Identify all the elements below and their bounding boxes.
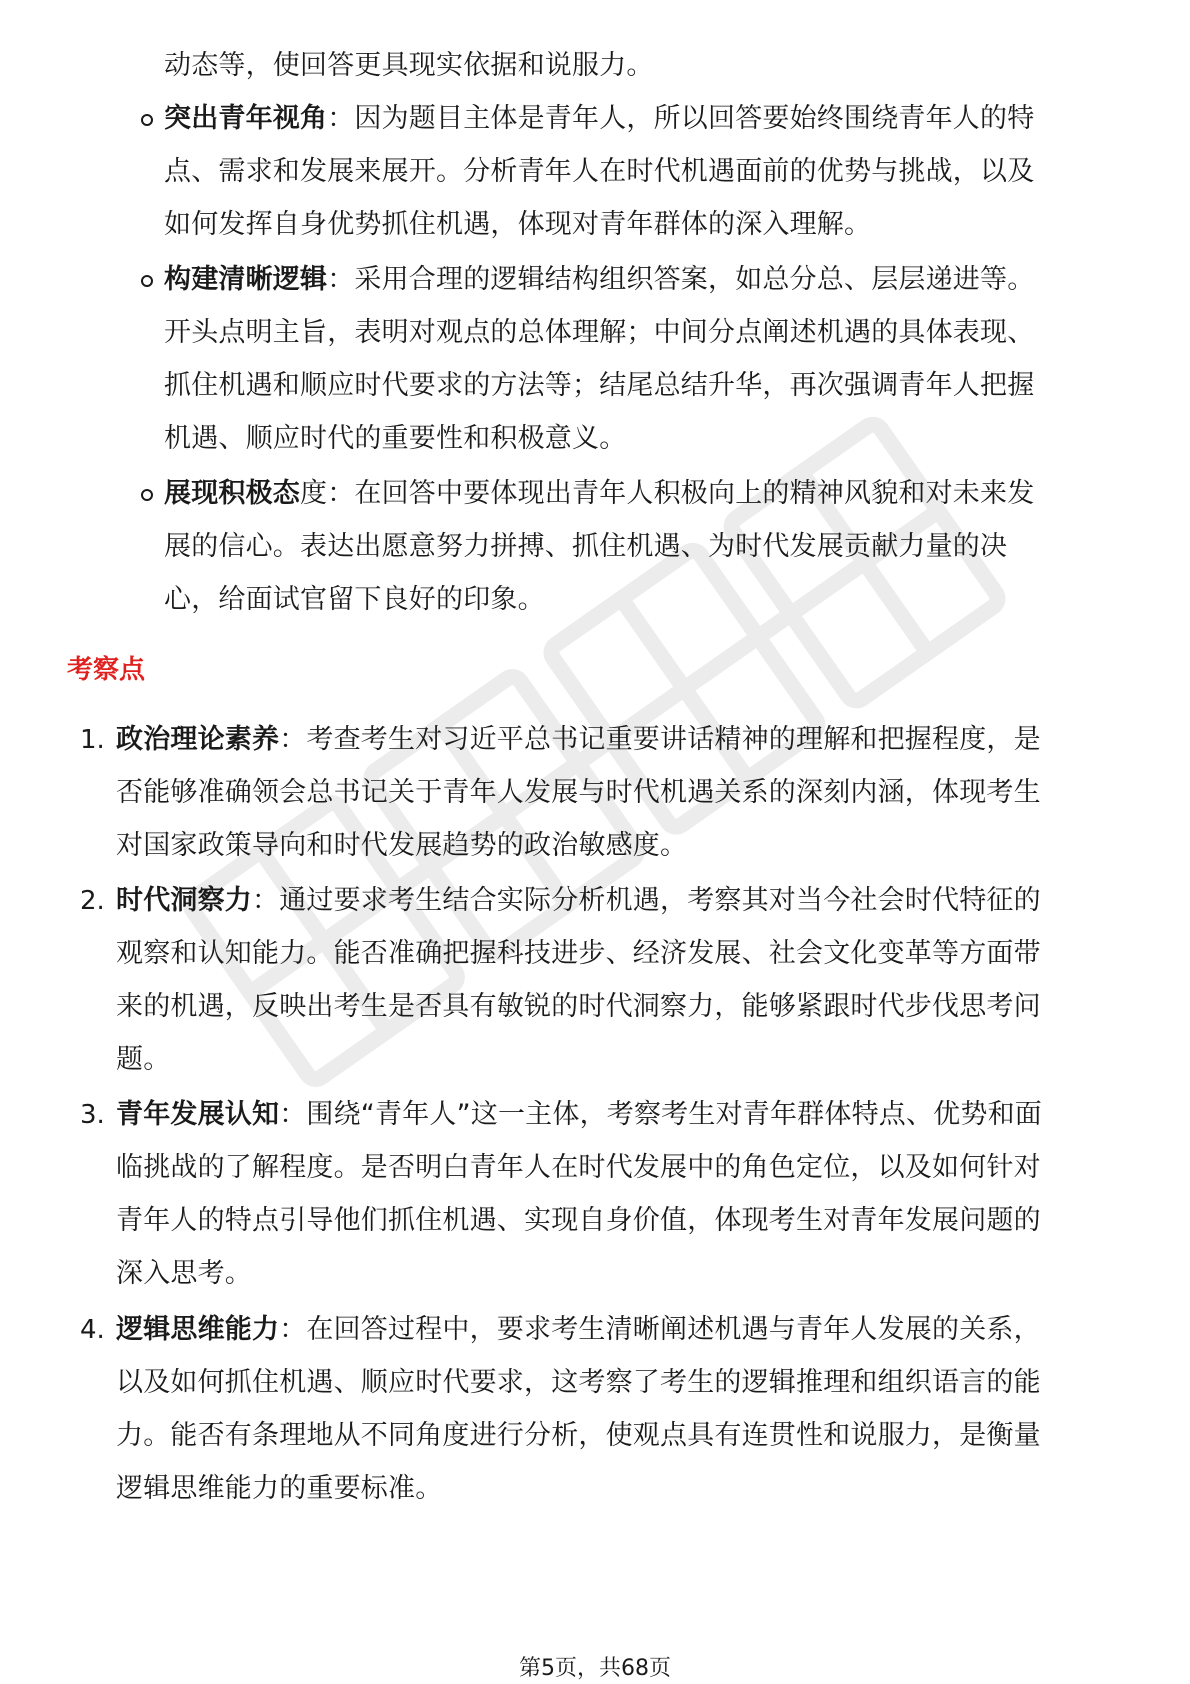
item-3-line-4: 深入思考。 [116,1258,252,1289]
item-1-term: 政治理论素养 [116,724,280,755]
bullet-3-term-tail: 度 [300,478,328,509]
item-1-line-1 [116,720,1041,760]
item-2-line-1 [116,881,1041,921]
item-3-text-1: 围绕“青年人”这一主体，考察考生对青年群体特点、优势和面 [306,1099,1042,1130]
bullet-3-line-2: 展的信心。表达出愿意努力拼搏、抓住机遇、为时代发展贡献力量的决 [164,531,1008,562]
item-number: 1. [80,725,105,755]
item-2-text-1: 通过要求考生结合实际分析机遇，考察其对当今社会时代特征的 [279,885,1041,916]
item-4-text-1: 在回答过程中，要求考生清晰阐述机遇与青年人发展的关系， [306,1314,1041,1345]
item-4-line-1 [116,1310,1041,1350]
item-4-line-2: 以及如何抓住机遇、顺应时代要求，这考察了考生的逻辑推理和组织语言的能 [116,1367,1041,1398]
bullet-marker [141,489,153,501]
item-3-line-2: 临挑战的了解程度。是否明白青年人在时代发展中的角色定位，以及如何针对 [116,1152,1041,1183]
bullet-1-line-3: 如何发挥自身优势抓住机遇，体现对青年群体的深入理解。 [164,209,872,240]
bullet-3-sep: ： [327,478,355,509]
bullet-3-line-1 [164,474,1034,514]
item-4-term: 逻辑思维能力 [116,1314,280,1345]
bullet-marker [141,275,153,287]
item-3-sep: ： [279,1099,307,1130]
item-3-line-3: 青年人的特点引导他们抓住机遇、实现自身价值，体现考生对青年发展问题的 [116,1205,1041,1236]
item-2-line-2: 观察和认知能力。能否准确把握科技进步、经济发展、社会文化变革等方面带 [116,938,1041,969]
bullet-3-line-3: 心，给面试官留下良好的印象。 [164,584,545,615]
bullet-3-term: 展现积极态 [164,478,300,509]
item-4-line-4: 逻辑思维能力的重要标准。 [116,1473,443,1504]
item-2-term: 时代洞察力 [116,885,252,916]
bullet-2-sep: ： [327,264,355,295]
item-1-text-1: 考查考生对习近平总书记重要讲话精神的理解和把握程度，是 [306,724,1041,755]
item-3-term: 青年发展认知 [116,1099,280,1130]
item-2-line-3: 来的机遇，反映出考生是否具有敏锐的时代洞察力，能够紧跟时代步伐思考问 [116,991,1041,1022]
bullet-1-term: 突出青年视角 [164,103,328,134]
bullet-2-line-4: 机遇、顺应时代的重要性和积极意义。 [164,423,627,454]
bullet-1-sep: ： [327,103,355,134]
item-2-line-4: 题。 [116,1044,171,1075]
item-number: 3. [80,1100,105,1130]
item-3-line-1 [116,1095,1042,1135]
bullet-1-line-1 [164,99,1034,139]
bullet-3-text-1: 在回答中要体现出青年人积极向上的精神风貌和对未来发 [354,478,1035,509]
bullet-2-line-3: 抓住机遇和顺应时代要求的方法等；结尾总结升华，再次强调青年人把握 [164,370,1035,401]
page-footer: 第5页，共68页 [519,1656,671,1681]
item-2-sep: ： [252,885,280,916]
bullet-2-line-1 [164,260,1034,300]
item-4-line-3: 力。能否有条理地从不同角度进行分析，使观点具有连贯性和说服力，是衡量 [116,1420,1041,1451]
bullet-1-text-1: 因为题目主体是青年人，所以回答要始终围绕青年人的特 [354,103,1035,134]
bullet-2-line-2: 开头点明主旨，表明对观点的总体理解；中间分点阐述机遇的具体表现、 [164,317,1035,348]
section-title: 考察点 [67,655,146,685]
item-number: 2. [80,886,105,916]
bullet-1-line-2: 点、需求和发展来展开。分析青年人在时代机遇面前的优势与挑战，以及 [164,156,1035,187]
item-1-sep: ： [279,724,307,755]
bullet-2-text-1: 采用合理的逻辑结构组织答案，如总分总、层层递进等。 [354,264,1035,295]
intro-line: 动态等，使回答更具现实依据和说服力。 [164,50,654,81]
item-1-line-2: 否能够准确领会总书记关于青年人发展与时代机遇关系的深刻内涵，体现考生 [116,777,1041,808]
item-1-line-3: 对国家政策导向和时代发展趋势的政治敏感度。 [116,830,688,861]
item-number: 4. [80,1315,105,1345]
bullet-marker [141,114,153,126]
item-4-sep: ： [279,1314,307,1345]
bullet-2-term: 构建清晰逻辑 [164,264,328,295]
